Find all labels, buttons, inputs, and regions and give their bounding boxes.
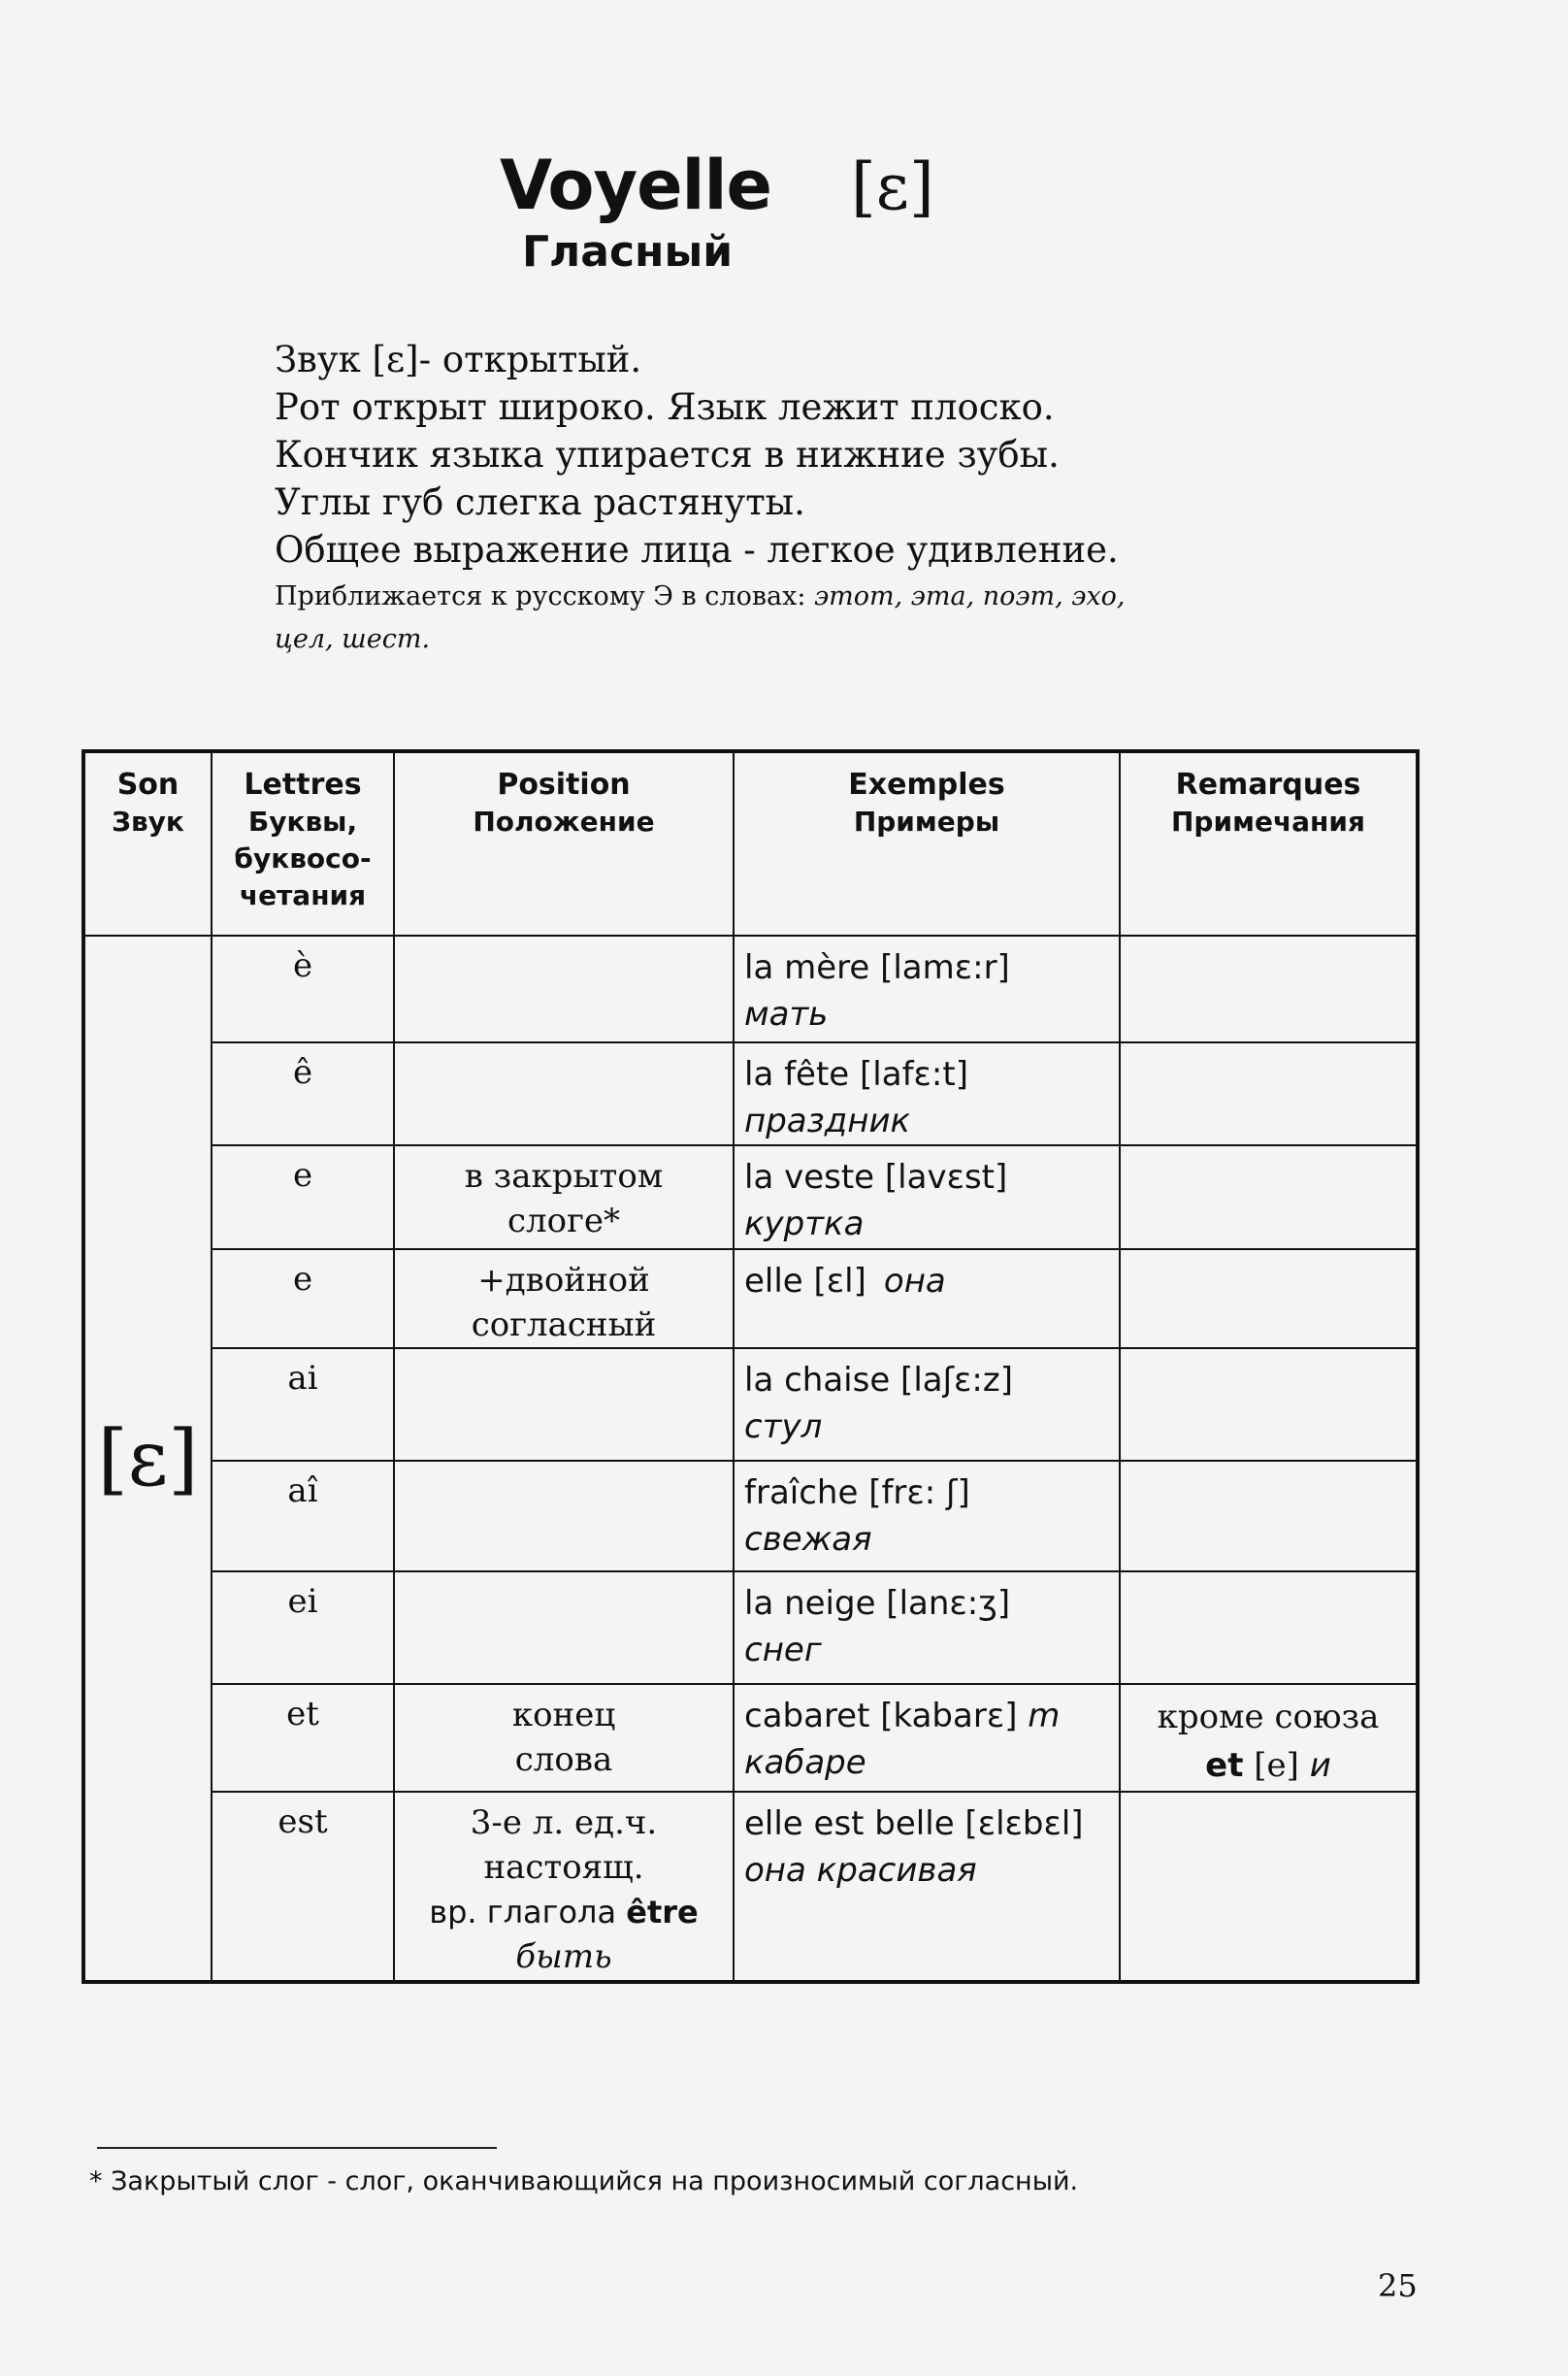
articulation-description [275,336,1126,661]
position-cell: конец слова [394,1684,734,1791]
column-header-son: Son Звук [83,751,212,936]
pronunciation-table [82,749,1420,1984]
remark-cell [1120,1571,1418,1684]
remark-cell [1120,1042,1418,1145]
description-line: Углы губ слегка растянуты. [275,481,805,523]
description-line: Кончик языка упирается в нижние зубы. [275,434,1060,476]
position-cell [394,1461,734,1571]
letter-cell: est [212,1792,394,1982]
letter-cell: e [212,1145,394,1248]
column-header-exemples: Exemples Примеры [734,751,1120,936]
table-row [83,936,1418,1042]
table-row [83,1145,1418,1248]
letter-cell: et [212,1684,394,1791]
note-example-words: этот, эта, поэт, эхо, [814,581,1126,611]
position-cell [394,936,734,1042]
table-row [83,1684,1418,1791]
letter-cell: ei [212,1571,394,1684]
description-line: Общее выражение лица - легкое удивление. [275,529,1119,571]
example-cell: cabaret [kabarɛ] m кабаре [734,1684,1120,1791]
letter-cell: aî [212,1461,394,1571]
page-number: 25 [1378,2267,1418,2304]
column-header-lettres: Lettres Буквы, буквосо- четания [212,751,394,936]
remark-cell [1120,1461,1418,1571]
column-header-position: Position Положение [394,751,734,936]
table-row [83,1571,1418,1684]
remark-cell: кроме союза et [e] и [1120,1684,1418,1791]
letter-cell: ai [212,1348,394,1461]
remark-cell [1120,1792,1418,1982]
header-row [83,751,1418,936]
table-row [83,1348,1418,1461]
description-line: Рот открыт широко. Язык лежит плоско. [275,386,1055,428]
gender-marker: m [1028,1697,1061,1736]
title-row [500,146,934,225]
example-cell: la veste [lavɛst] куртка [734,1145,1120,1248]
table-row [83,1249,1418,1348]
page-title: Voyelle [500,146,772,225]
note-example-words-cont: цел, шест. [275,624,431,654]
page-subtitle: Гласный [522,227,734,277]
position-cell: в закрытом слоге* [394,1145,734,1248]
table-row [83,1042,1418,1145]
letter-cell: e [212,1249,394,1348]
example-cell: la chaise [laʃɛ:z] стул [734,1348,1120,1461]
example-cell: elle [ɛl] она [734,1249,1120,1348]
position-cell: +двойной согласный [394,1249,734,1348]
example-cell: la mère [lamɛ:r] мать [734,936,1120,1042]
title-phonetic-symbol: [ɛ] [851,149,934,224]
example-cell: fraîche [frɛ: ʃ] свежая [734,1461,1120,1571]
remark-cell [1120,1348,1418,1461]
letter-cell: è [212,936,394,1042]
sound-symbol: [ɛ] [83,936,212,1982]
table-row [83,1461,1418,1571]
description-line: Звук [ɛ]- открытый. [275,339,642,380]
footnote-divider [97,2147,497,2149]
position-cell [394,1042,734,1145]
example-cell: elle est belle [ɛlɛbɛl] она красивая [734,1792,1120,1982]
position-cell [394,1348,734,1461]
remark-cell [1120,1145,1418,1248]
table-row [83,1792,1418,1982]
remark-cell [1120,1249,1418,1348]
position-cell [394,1571,734,1684]
example-cell: la fête [lafɛ:t] праздник [734,1042,1120,1145]
letter-cell: ê [212,1042,394,1145]
note-prefix: Приближается к русскому Э в словах: [275,581,806,611]
russian-comparison-note [275,576,1126,661]
example-cell: la neige [lanɛ:ʒ] снег [734,1571,1120,1684]
column-header-remarques: Remarques Примечания [1120,751,1418,936]
remark-cell [1120,936,1418,1042]
position-cell: 3-е л. ед.ч. настоящ. вр. глагола être быть [394,1792,734,1982]
footnote: * Закрытый слог - слог, оканчивающийся на произносимый согласный. [89,2166,1079,2196]
